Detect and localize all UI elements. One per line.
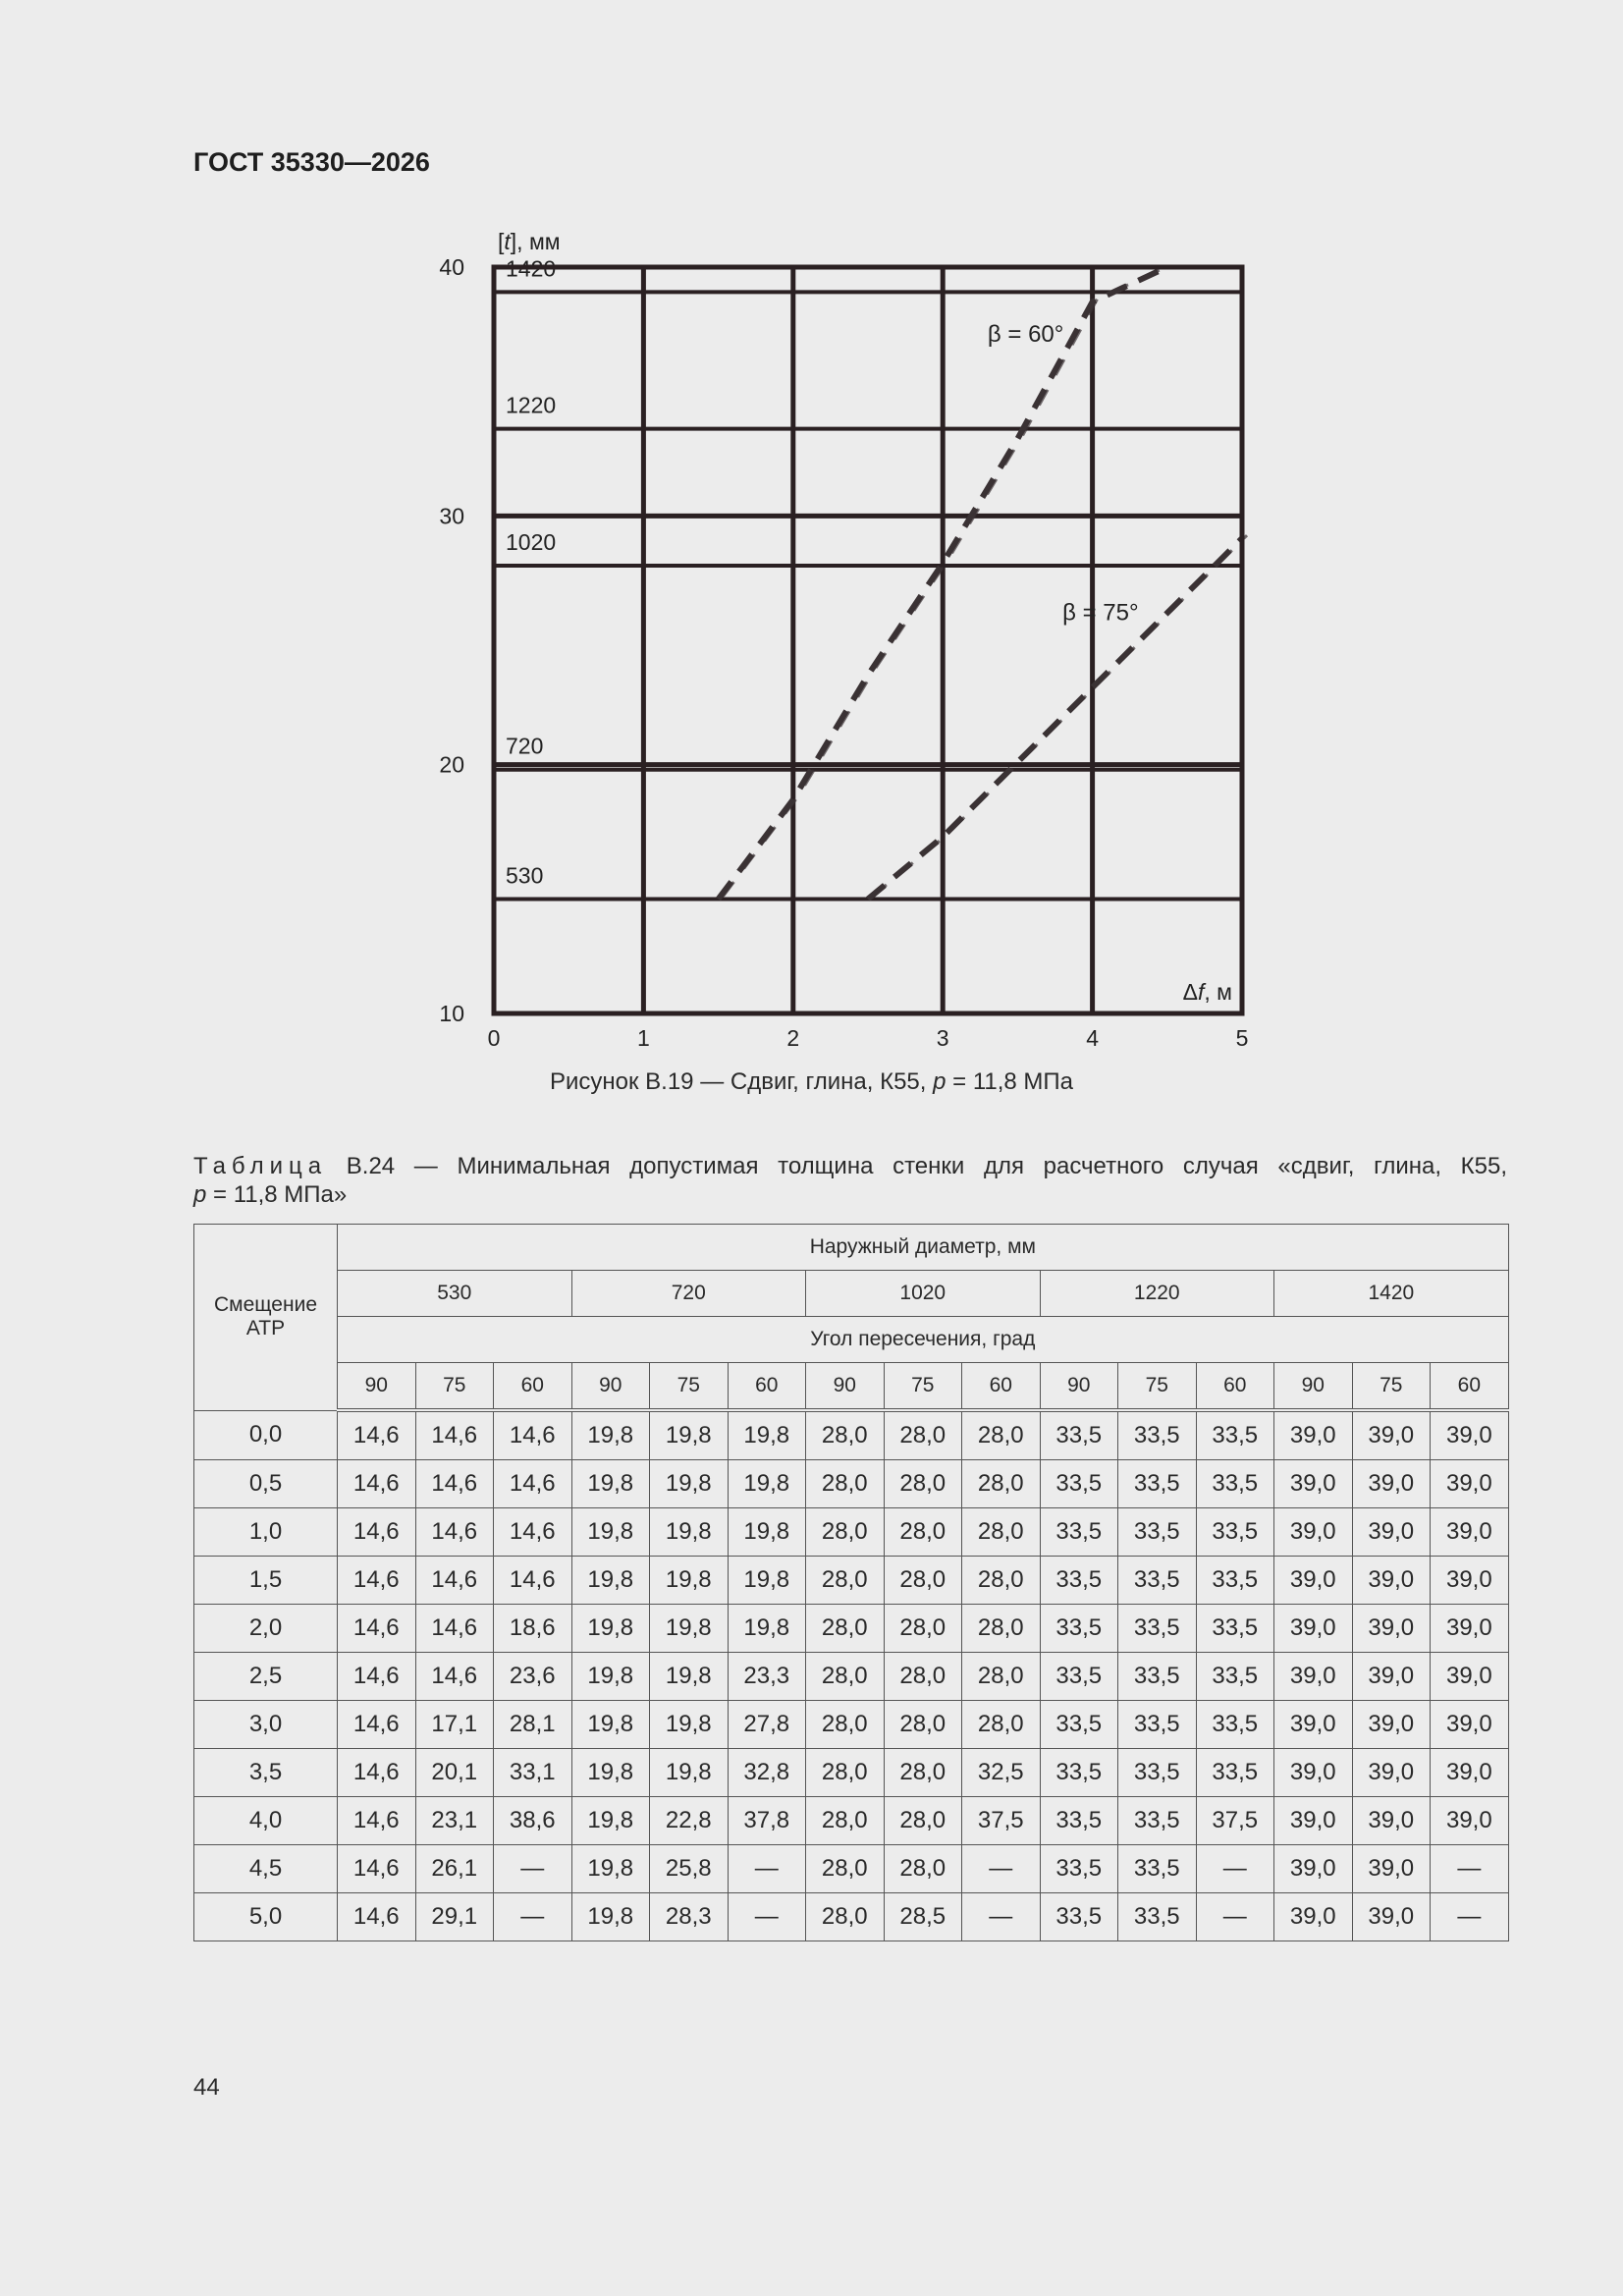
value-cell: 39,0 xyxy=(1274,1749,1353,1797)
value-cell: 39,0 xyxy=(1431,1460,1509,1508)
value-cell: 37,5 xyxy=(1196,1797,1274,1845)
value-cell: 19,8 xyxy=(728,1410,806,1460)
value-cell: 33,5 xyxy=(1196,1557,1274,1605)
angle-cell: 75 xyxy=(415,1363,494,1411)
value-cell: 19,8 xyxy=(650,1749,729,1797)
table-caption-var: p xyxy=(193,1181,207,1208)
value-cell: 39,0 xyxy=(1431,1605,1509,1653)
angle-cell: 90 xyxy=(1274,1363,1353,1411)
value-cell: 19,8 xyxy=(571,1460,650,1508)
value-cell: 18,6 xyxy=(494,1605,572,1653)
value-cell: 17,1 xyxy=(415,1701,494,1749)
value-cell: 39,0 xyxy=(1352,1701,1431,1749)
angle-cell: 90 xyxy=(1040,1363,1118,1411)
threshold-label: 1020 xyxy=(506,529,557,555)
value-cell: 33,5 xyxy=(1040,1410,1118,1460)
value-cell: 14,6 xyxy=(338,1460,416,1508)
value-cell: 14,6 xyxy=(338,1797,416,1845)
value-cell: 39,0 xyxy=(1431,1557,1509,1605)
value-cell: 20,1 xyxy=(415,1749,494,1797)
value-cell: 28,3 xyxy=(650,1893,729,1941)
value-cell: 19,8 xyxy=(728,1508,806,1557)
value-cell: 33,5 xyxy=(1118,1557,1197,1605)
value-cell: 23,6 xyxy=(494,1653,572,1701)
angle-cell: 75 xyxy=(650,1363,729,1411)
value-cell: 33,5 xyxy=(1118,1460,1197,1508)
value-cell: 28,0 xyxy=(806,1410,885,1460)
diameter-cell: 1220 xyxy=(1040,1271,1274,1317)
value-cell: 28,0 xyxy=(884,1460,962,1508)
x-tick-label: 5 xyxy=(1235,1025,1249,1051)
value-cell: 29,1 xyxy=(415,1893,494,1941)
value-cell: 28,0 xyxy=(884,1508,962,1557)
value-cell: 14,6 xyxy=(338,1508,416,1557)
angle-cell: 60 xyxy=(1431,1363,1509,1411)
value-cell: 28,0 xyxy=(884,1410,962,1460)
value-cell: 19,8 xyxy=(650,1701,729,1749)
value-cell: — xyxy=(728,1845,806,1893)
value-cell: 28,0 xyxy=(806,1605,885,1653)
value-cell: 39,0 xyxy=(1352,1557,1431,1605)
value-cell: 33,5 xyxy=(1040,1749,1118,1797)
value-cell: 37,5 xyxy=(962,1797,1041,1845)
plot-frame xyxy=(494,267,1242,1013)
value-cell: 19,8 xyxy=(571,1410,650,1460)
threshold-label: 530 xyxy=(506,862,544,889)
y-axis-label: [t], мм xyxy=(498,229,561,254)
value-cell: 14,6 xyxy=(415,1410,494,1460)
value-cell: 27,8 xyxy=(728,1701,806,1749)
value-cell: 33,5 xyxy=(1118,1605,1197,1653)
angle-cell: 60 xyxy=(728,1363,806,1411)
table-row xyxy=(194,1557,1509,1605)
value-cell: 19,8 xyxy=(650,1460,729,1508)
value-cell: 28,0 xyxy=(884,1797,962,1845)
value-cell: — xyxy=(962,1893,1041,1941)
value-cell: 14,6 xyxy=(338,1605,416,1653)
value-cell: 39,0 xyxy=(1352,1653,1431,1701)
value-cell: 14,6 xyxy=(415,1557,494,1605)
angle-cell: 90 xyxy=(806,1363,885,1411)
value-cell: 33,5 xyxy=(1040,1701,1118,1749)
value-cell: 28,0 xyxy=(806,1653,885,1701)
offset-cell: 3,5 xyxy=(194,1749,338,1797)
value-cell: 14,6 xyxy=(338,1845,416,1893)
value-cell: 33,5 xyxy=(1040,1845,1118,1893)
value-cell: 28,0 xyxy=(806,1749,885,1797)
series-label: β = 75° xyxy=(1062,599,1139,627)
value-cell: 39,0 xyxy=(1431,1653,1509,1701)
y-tick-label: 30 xyxy=(439,503,464,529)
figure-chart xyxy=(0,0,1623,1061)
value-cell: 28,0 xyxy=(962,1410,1041,1460)
x-tick-label: 0 xyxy=(487,1025,501,1051)
row-header-cell: Смещение АТР xyxy=(194,1225,338,1411)
value-cell: 28,0 xyxy=(806,1460,885,1508)
value-cell: 28,0 xyxy=(806,1797,885,1845)
value-cell: 33,5 xyxy=(1118,1653,1197,1701)
offset-cell: 4,0 xyxy=(194,1797,338,1845)
value-cell: 32,5 xyxy=(962,1749,1041,1797)
diameter-cell: 1020 xyxy=(806,1271,1041,1317)
table-caption-line2 xyxy=(193,1181,347,1209)
value-cell: 19,8 xyxy=(571,1893,650,1941)
offset-cell: 5,0 xyxy=(194,1893,338,1941)
value-cell: 39,0 xyxy=(1431,1410,1509,1460)
diameter-cell: 1420 xyxy=(1274,1271,1509,1317)
value-cell: 33,5 xyxy=(1040,1508,1118,1557)
figure-caption-var: p xyxy=(933,1068,947,1095)
value-cell: 23,3 xyxy=(728,1653,806,1701)
offset-cell: 1,5 xyxy=(194,1557,338,1605)
page-number: 44 xyxy=(193,2074,220,2101)
offset-cell: 4,5 xyxy=(194,1845,338,1893)
value-cell: 22,8 xyxy=(650,1797,729,1845)
value-cell: 14,6 xyxy=(338,1410,416,1460)
value-cell: 28,0 xyxy=(884,1701,962,1749)
value-cell: 39,0 xyxy=(1352,1508,1431,1557)
value-cell: 26,1 xyxy=(415,1845,494,1893)
value-cell: 14,6 xyxy=(338,1701,416,1749)
figure-caption-tail: = 11,8 МПа xyxy=(946,1068,1074,1095)
value-cell: — xyxy=(494,1845,572,1893)
value-cell: 33,5 xyxy=(1118,1749,1197,1797)
table-row xyxy=(194,1653,1509,1701)
value-cell: 28,0 xyxy=(962,1508,1041,1557)
value-cell: 33,5 xyxy=(1040,1460,1118,1508)
table-caption xyxy=(193,1151,1507,1181)
angle-header-cell: Угол пересечения, град xyxy=(338,1317,1509,1363)
figure-caption xyxy=(0,1068,1623,1096)
value-cell: — xyxy=(1196,1893,1274,1941)
offset-cell: 0,5 xyxy=(194,1460,338,1508)
value-cell: 33,5 xyxy=(1118,1410,1197,1460)
value-cell: 19,8 xyxy=(571,1845,650,1893)
value-cell: 19,8 xyxy=(571,1749,650,1797)
value-cell: — xyxy=(962,1845,1041,1893)
angle-cell: 90 xyxy=(338,1363,416,1411)
threshold-label: 1220 xyxy=(506,392,557,418)
figure-caption-text: Рисунок В.19 — Сдвиг, глина, К55, xyxy=(549,1068,934,1095)
value-cell: 19,8 xyxy=(571,1797,650,1845)
threshold-label: 720 xyxy=(506,733,544,759)
series-line xyxy=(868,538,1242,899)
x-tick-label: 3 xyxy=(936,1025,949,1051)
value-cell: 28,0 xyxy=(884,1845,962,1893)
value-cell: 14,6 xyxy=(415,1508,494,1557)
value-cell: 19,8 xyxy=(650,1410,729,1460)
value-cell: 39,0 xyxy=(1274,1605,1353,1653)
value-cell: 19,8 xyxy=(728,1460,806,1508)
value-cell: 39,0 xyxy=(1274,1797,1353,1845)
x-tick-label: 2 xyxy=(786,1025,800,1051)
angle-cell: 90 xyxy=(571,1363,650,1411)
value-cell: 28,0 xyxy=(962,1605,1041,1653)
offset-cell: 3,0 xyxy=(194,1701,338,1749)
angle-cell: 75 xyxy=(1118,1363,1197,1411)
value-cell: 38,6 xyxy=(494,1797,572,1845)
value-cell: 39,0 xyxy=(1274,1845,1353,1893)
value-cell: 33,5 xyxy=(1118,1508,1197,1557)
y-tick-label: 40 xyxy=(439,254,464,280)
angle-cell: 60 xyxy=(962,1363,1041,1411)
value-cell: 39,0 xyxy=(1352,1845,1431,1893)
table-row xyxy=(194,1410,1509,1460)
value-cell: 39,0 xyxy=(1274,1410,1353,1460)
angle-cell: 60 xyxy=(1196,1363,1274,1411)
value-cell: 33,5 xyxy=(1196,1508,1274,1557)
value-cell: 33,5 xyxy=(1196,1701,1274,1749)
value-cell: 28,0 xyxy=(962,1557,1041,1605)
table-row xyxy=(194,1845,1509,1893)
value-cell: 28,0 xyxy=(884,1749,962,1797)
value-cell: 28,5 xyxy=(884,1893,962,1941)
series-label: β = 60° xyxy=(987,321,1064,348)
table-caption-line2-text: = 11,8 МПа» xyxy=(206,1181,348,1208)
value-cell: 19,8 xyxy=(650,1653,729,1701)
angle-cell: 75 xyxy=(884,1363,962,1411)
value-cell: 28,0 xyxy=(806,1845,885,1893)
y-tick-label: 20 xyxy=(439,751,464,778)
value-cell: 14,6 xyxy=(415,1605,494,1653)
value-cell: 25,8 xyxy=(650,1845,729,1893)
table-row xyxy=(194,1893,1509,1941)
value-cell: 33,5 xyxy=(1118,1893,1197,1941)
value-cell: 39,0 xyxy=(1274,1460,1353,1508)
table-row xyxy=(194,1605,1509,1653)
value-cell: — xyxy=(1431,1893,1509,1941)
value-cell: 14,6 xyxy=(494,1508,572,1557)
value-cell: 28,0 xyxy=(962,1653,1041,1701)
table-caption-label: Таблица xyxy=(193,1153,328,1179)
offset-cell: 2,5 xyxy=(194,1653,338,1701)
value-cell: 39,0 xyxy=(1352,1797,1431,1845)
table-row xyxy=(194,1508,1509,1557)
value-cell: 33,5 xyxy=(1040,1797,1118,1845)
value-cell: 39,0 xyxy=(1431,1508,1509,1557)
value-cell: 39,0 xyxy=(1274,1557,1353,1605)
value-cell: 23,1 xyxy=(415,1797,494,1845)
table-row xyxy=(194,1701,1509,1749)
value-cell: 39,0 xyxy=(1352,1749,1431,1797)
value-cell: 33,5 xyxy=(1196,1605,1274,1653)
table-row xyxy=(194,1460,1509,1508)
value-cell: 28,0 xyxy=(962,1460,1041,1508)
value-cell: 19,8 xyxy=(571,1557,650,1605)
value-cell: 33,1 xyxy=(494,1749,572,1797)
value-cell: 28,0 xyxy=(962,1701,1041,1749)
value-cell: 19,8 xyxy=(650,1508,729,1557)
value-cell: 33,5 xyxy=(1196,1410,1274,1460)
value-cell: 28,0 xyxy=(884,1557,962,1605)
y-tick-label: 10 xyxy=(439,1001,464,1026)
value-cell: 28,0 xyxy=(884,1653,962,1701)
value-cell: 33,5 xyxy=(1040,1605,1118,1653)
value-cell: 39,0 xyxy=(1352,1893,1431,1941)
document-header: ГОСТ 35330—2026 xyxy=(193,147,430,177)
value-cell: 39,0 xyxy=(1274,1701,1353,1749)
value-cell: 39,0 xyxy=(1274,1653,1353,1701)
value-cell: 33,5 xyxy=(1040,1653,1118,1701)
value-cell: 14,6 xyxy=(338,1653,416,1701)
value-cell: 14,6 xyxy=(338,1749,416,1797)
value-cell: 33,5 xyxy=(1118,1701,1197,1749)
value-cell: 14,6 xyxy=(415,1460,494,1508)
value-cell: 39,0 xyxy=(1274,1893,1353,1941)
value-cell: 33,5 xyxy=(1040,1557,1118,1605)
value-cell: — xyxy=(1196,1845,1274,1893)
value-cell: — xyxy=(494,1893,572,1941)
value-cell: 33,5 xyxy=(1118,1797,1197,1845)
value-cell: 19,8 xyxy=(571,1653,650,1701)
value-cell: 14,6 xyxy=(494,1410,572,1460)
threshold-label: 1420 xyxy=(506,255,557,282)
x-tick-label: 4 xyxy=(1086,1025,1099,1051)
value-cell: — xyxy=(728,1893,806,1941)
value-cell: 14,6 xyxy=(338,1893,416,1941)
value-cell: 32,8 xyxy=(728,1749,806,1797)
value-cell: 39,0 xyxy=(1431,1701,1509,1749)
value-cell: 19,8 xyxy=(571,1701,650,1749)
value-cell: 19,8 xyxy=(728,1557,806,1605)
diameter-cell: 530 xyxy=(338,1271,572,1317)
value-cell: 33,5 xyxy=(1118,1845,1197,1893)
value-cell: 33,5 xyxy=(1196,1460,1274,1508)
x-tick-label: 1 xyxy=(637,1025,650,1051)
value-cell: 33,5 xyxy=(1196,1653,1274,1701)
angle-cell: 60 xyxy=(494,1363,572,1411)
offset-cell: 0,0 xyxy=(194,1410,338,1460)
offset-cell: 1,0 xyxy=(194,1508,338,1557)
offset-cell: 2,0 xyxy=(194,1605,338,1653)
value-cell: 14,6 xyxy=(415,1653,494,1701)
value-cell: 39,0 xyxy=(1431,1797,1509,1845)
value-cell: 37,8 xyxy=(728,1797,806,1845)
value-cell: 39,0 xyxy=(1352,1460,1431,1508)
value-cell: 19,8 xyxy=(650,1605,729,1653)
value-cell: 14,6 xyxy=(494,1557,572,1605)
value-cell: 19,8 xyxy=(571,1605,650,1653)
value-cell: 28,0 xyxy=(806,1557,885,1605)
value-cell: 28,0 xyxy=(806,1508,885,1557)
value-cell: 14,6 xyxy=(338,1557,416,1605)
angle-cell: 75 xyxy=(1352,1363,1431,1411)
data-table xyxy=(193,1224,1509,1941)
value-cell: 14,6 xyxy=(494,1460,572,1508)
value-cell: 39,0 xyxy=(1352,1410,1431,1460)
value-cell: 28,1 xyxy=(494,1701,572,1749)
value-cell: 19,8 xyxy=(728,1605,806,1653)
value-cell: 33,5 xyxy=(1196,1749,1274,1797)
value-cell: 39,0 xyxy=(1431,1749,1509,1797)
value-cell: 19,8 xyxy=(571,1508,650,1557)
value-cell: 28,0 xyxy=(806,1701,885,1749)
value-cell: 33,5 xyxy=(1040,1893,1118,1941)
value-cell: 28,0 xyxy=(806,1893,885,1941)
table-caption-line1: В.24 — Минимальная допустимая толщина стенки для расчетного случая «сдвиг, глина, К55, xyxy=(346,1153,1508,1179)
diameter-cell: 720 xyxy=(571,1271,806,1317)
value-cell: — xyxy=(1431,1845,1509,1893)
value-cell: 19,8 xyxy=(650,1557,729,1605)
diameter-header-cell: Наружный диаметр, мм xyxy=(338,1225,1509,1271)
value-cell: 39,0 xyxy=(1352,1605,1431,1653)
x-axis-label: Δf, м xyxy=(1182,979,1232,1005)
value-cell: 28,0 xyxy=(884,1605,962,1653)
table-row xyxy=(194,1797,1509,1845)
table-row xyxy=(194,1749,1509,1797)
value-cell: 39,0 xyxy=(1274,1508,1353,1557)
